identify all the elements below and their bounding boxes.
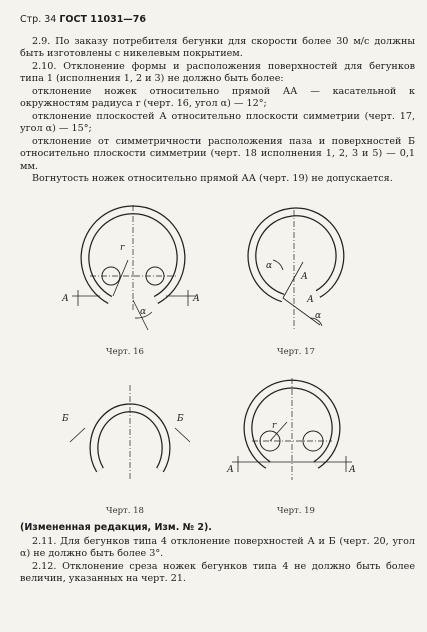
deviation-2-text: отклонение плоскостей А относительно плоскости симметрии (черт. 17, угол α) — 15°; [20,111,415,135]
fig16-label-r: r [120,243,125,253]
figure-19-ring [232,378,352,480]
paragraph-2-12 [20,561,415,586]
fig19-label-a-right: А [349,465,356,475]
fig18-label-b-left: Б [62,414,69,424]
figure-18-ring [70,385,190,480]
figure-18-caption: Черт. 18 [106,506,144,516]
fig19-label-r: r [272,421,277,431]
figure-16-ring [72,205,196,330]
fig17-label-a1: А [301,272,308,282]
fig17-label-alpha1: α [266,261,273,271]
paragraph-2-11-text: 2.11. Для бегунков типа 4 отклонение поверхностей А и Б (черт. 20, угол α) не должно быть более 3°. [20,536,415,560]
paragraph-2-12-text: 2.12. Отклонение среза ножек бегунков типа 4 не должно быть более величин, указанных на черт. 21. [20,561,415,585]
figure-17-caption: Черт. 17 [277,347,315,357]
paragraph-2-11 [20,536,415,561]
fig19-label-a-left: А [227,465,234,475]
fig18-label-b-right: Б [177,414,184,424]
page-label: Стр. 34 [20,14,57,25]
figure-16-caption: Черт. 16 [106,347,144,357]
fig17-label-alpha2: α [315,311,322,321]
paragraph-2-10-text: 2.10. Отклонение формы и расположения поверхностей для бегунков типа 1 (исполнения 1, 2 и 3) не должно быть более: [20,61,415,85]
fig16-label-alpha: α [140,307,147,317]
deviation-4-text: Вогнутость ножек относительно прямой АА (черт. 19) не допускается. [32,173,393,184]
deviation-1-text: отклонение ножек относительно прямой АА — касательной к окружностям радиуса r (черт. 16, угол α) — 12°; [20,86,415,110]
standard-number: ГОСТ 11031—76 [59,14,147,25]
fig17-label-a2: А [307,295,314,305]
deviation-3-text: отклонение от симметричности расположения паза и поверхностей Б относительно плоскости симметрии (черт. 18 исполнения 1, 2, 3 и 5) — 0,1 мм. [20,136,415,172]
figure-19-caption: Черт. 19 [277,506,315,516]
fig16-label-a-left: А [62,294,69,304]
amendment-note: (Измененная редакция, Изм. № 2). [20,522,212,533]
fig16-label-a-right: А [193,294,200,304]
paragraph-2-9-text: 2.9. По заказу потребителя бегунки для скорости более 30 м/с должны быть изготовлены с никелевым покрытием. [20,36,415,60]
